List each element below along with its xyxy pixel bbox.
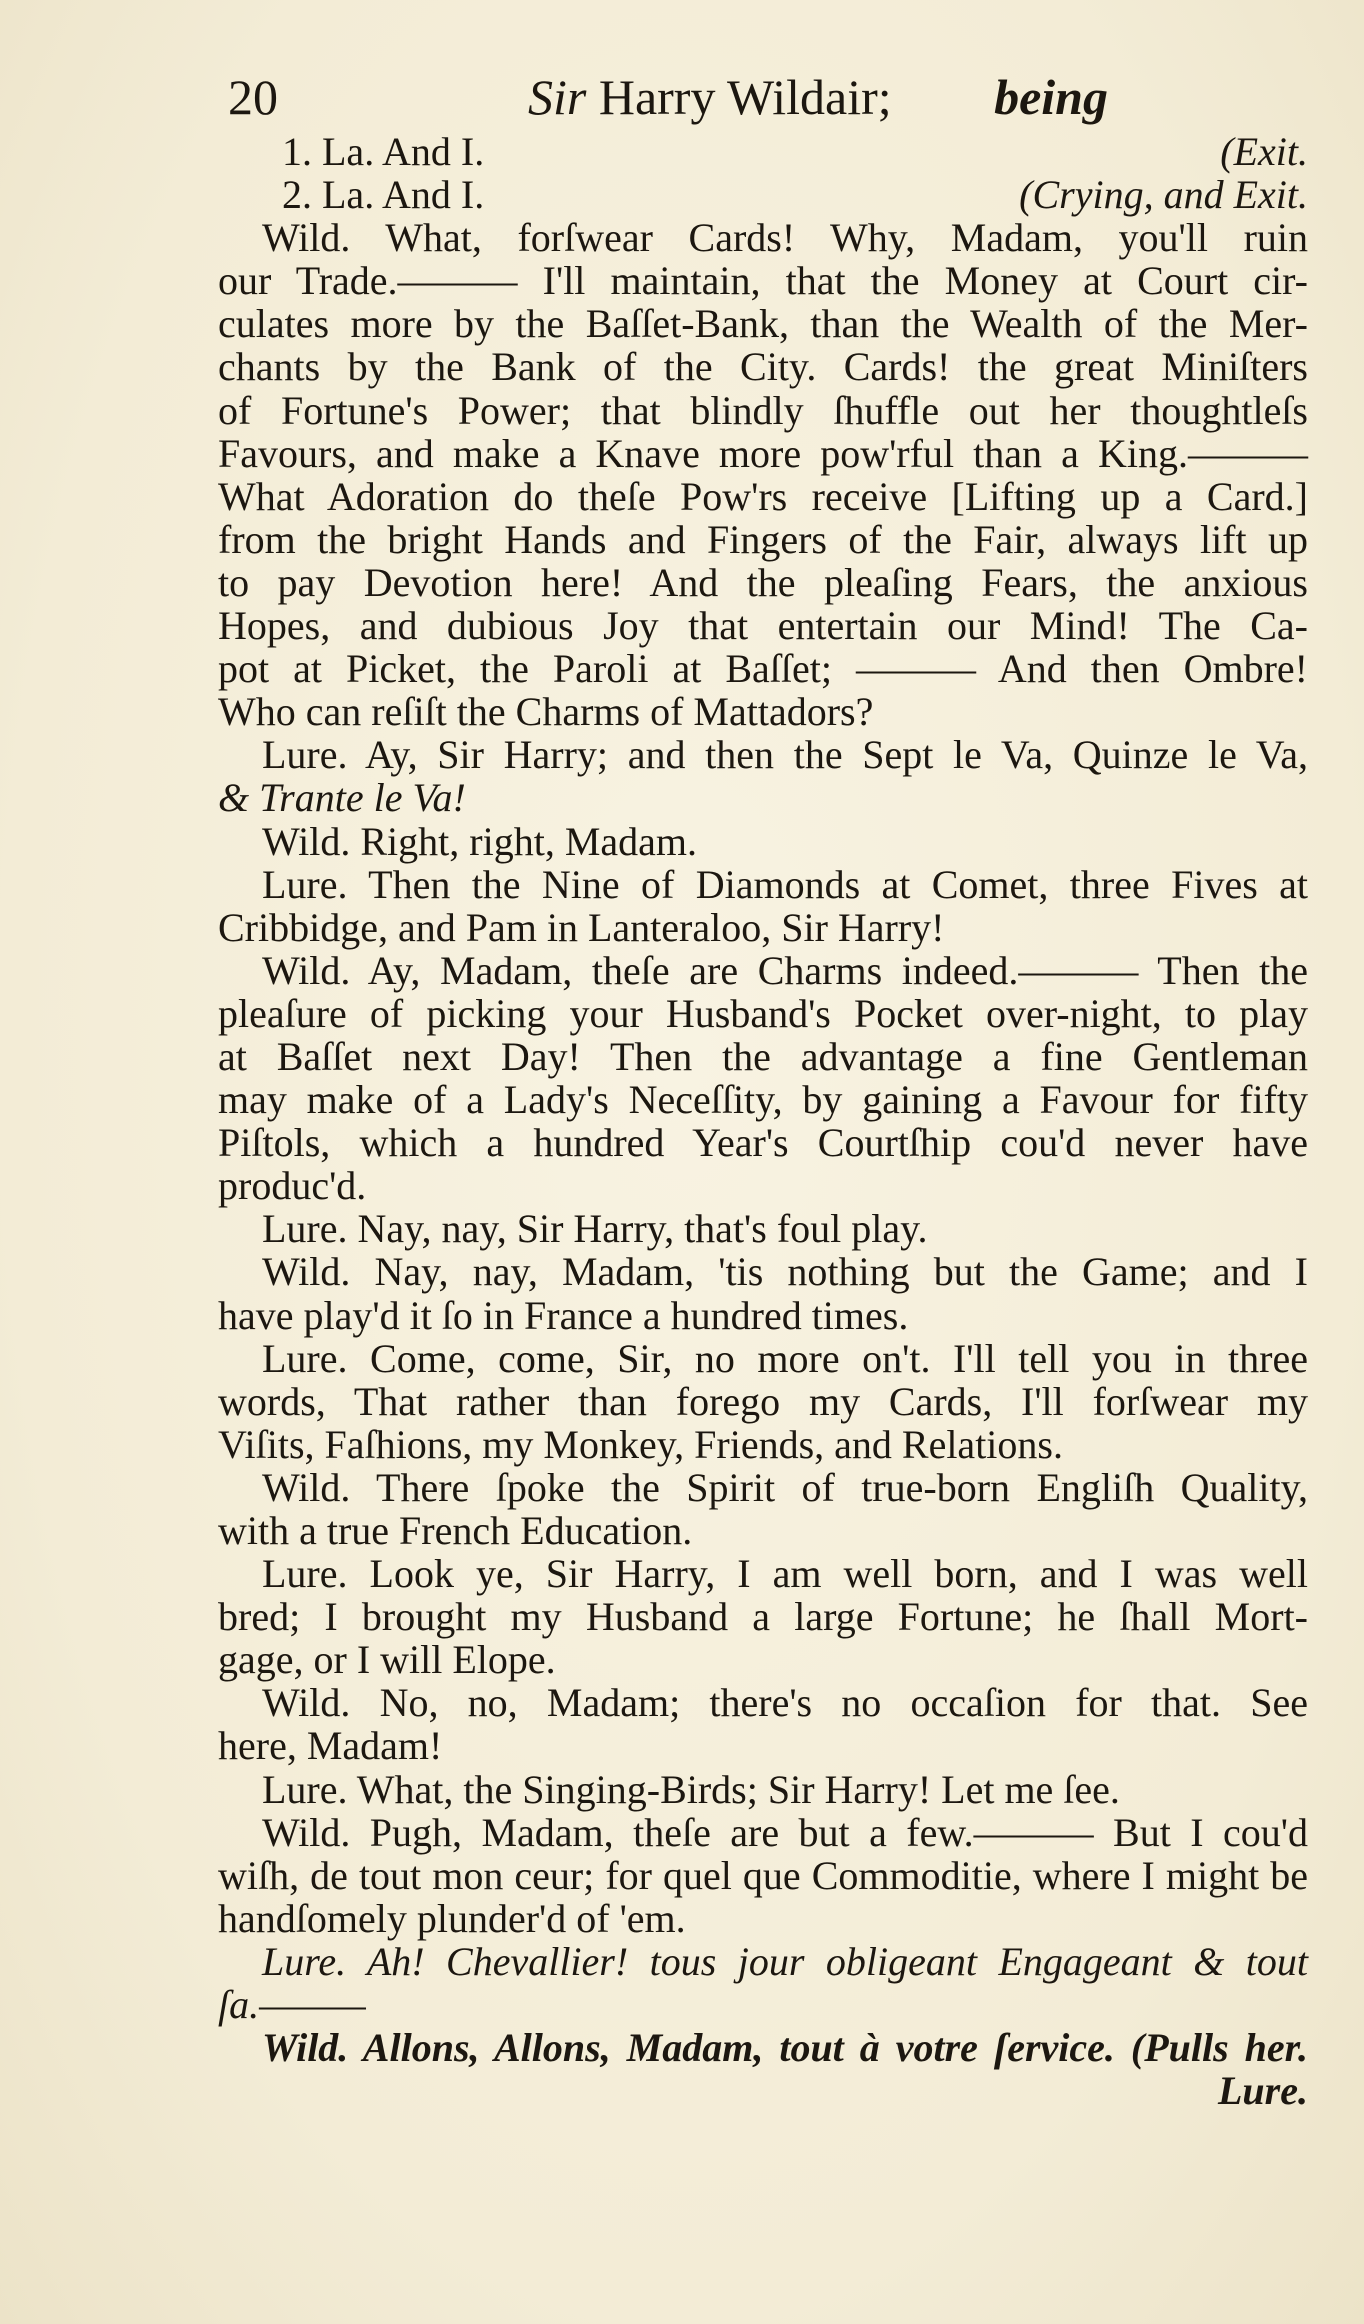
stage-direction: (Exit. [1220,129,1308,174]
text-line: may make of a Lady's Neceſſity, by gaining a Favour for fifty [218,1077,1308,1123]
text-line [218,173,1308,216]
text-line: ſa.——— [218,1982,366,2028]
text-line: Lure. What, the Singing-Birds; Sir Harry! Let me ſee. [262,1766,1120,1812]
text-line: Lure. Look ye, Sir Harry, I am well born, and I was well [262,1551,1308,1597]
text-line: Who can reſiſt the Charms of Mattadors? [218,689,874,735]
running-title [528,62,892,132]
text-line: Hopes, and dubious Joy that entertain our Mind! The Ca- [218,603,1308,649]
text-line [218,130,1308,173]
text-line: our Trade.——— I'll maintain, that the Money at Court cir- [218,258,1308,304]
text-line: Viſits, Faſhions, my Monkey, Friends, and Relations. [218,1421,1063,1467]
speech-line: 2. La. And I. [282,172,485,218]
text-line: here, Madam! [218,1723,443,1769]
stage-direction: (Crying, and Exit. [1019,172,1308,218]
text-line: pleaſure of picking your Husband's Pocket over-night, to play [218,990,1308,1036]
text-line: pot at Picket, the Paroli at Baſſet; ——— And then Ombre! [218,646,1308,692]
text-line: Wild. Pugh, Madam, theſe are but a few.——— But I cou'd [262,1809,1308,1855]
text-line: & Trante le Va! [218,775,466,821]
header-catchword: being [994,69,1108,125]
running-header [228,62,1108,132]
page-number: 20 [228,69,278,125]
text-line: words, That rather than forego my Cards, I'll forſwear my [218,1378,1308,1424]
text-line: Wild. There ſpoke the Spirit of true-born Engliſh Quality, [262,1464,1308,1510]
text-line: What Adoration do theſe Pow'rs receive [Lifting up a Card.] [218,473,1308,519]
play-text [218,130,1308,2112]
text-line: have play'd it ſo in France a hundred times. [218,1292,909,1338]
text-line: Favours, and make a Knave more pow'rful than a King.——— [218,430,1308,476]
text-line: Cribbidge, and Pam in Lanteraloo, Sir Harry! [218,904,945,950]
text-line: gage, or I will Elope. [218,1637,556,1683]
text-line: bred; I brought my Husband a large Fortune; he ſhall Mort- [218,1594,1308,1640]
running-title-italic: Sir [528,69,587,125]
speech-line: 1. La. And I. [282,129,485,174]
text-line: Wild. Right, right, Madam. [262,818,698,864]
text-line: handſomely plunder'd of 'em. [218,1895,686,1941]
text-line: wiſh, de tout mon ceur; for quel que Commoditie, where I might be [218,1852,1308,1898]
running-title-roman: Harry Wildair; [598,69,892,125]
text-line: Wild. Allons, Allons, Madam, tout à votre ſervice. (Pulls her. [262,2025,1308,2071]
text-line: chants by the Bank of the City. Cards! the great Miniſters [218,344,1308,390]
text-line: with a true French Education. [218,1508,693,1553]
text-line: to pay Devotion here! And the pleaſing Fears, the anxious [218,559,1308,605]
text-line: Lure. Come, come, Sir, no more on't. I'll tell you in three [262,1335,1308,1381]
text-line: at Baſſet next Day! Then the advantage a fine Gentleman [218,1033,1308,1079]
text-line: Piſtols, which a hundred Year's Courtſhip cou'd never have [218,1120,1308,1166]
text-line: produc'd. [218,1163,367,1209]
text-line: Wild. Ay, Madam, theſe are Charms indeed.——— Then the [262,947,1308,993]
text-line: of Fortune's Power; that blindly ſhuffle out her thoughtleſs [218,387,1308,433]
text-line: Wild. What, forſwear Cards! Why, Madam, you'll ruin [262,215,1308,261]
text-line: Lure. Then the Nine of Diamonds at Comet, three Fives at [262,861,1308,907]
text-line: Lure. Ay, Sir Harry; and then the Sept le Va, Quinze le Va, [262,732,1308,778]
page-catchword: Lure. [1218,2068,1308,2114]
text-line: culates more by the Baſſet-Bank, than the Wealth of the Mer- [218,301,1308,347]
text-line: Wild. Nay, nay, Madam, 'tis nothing but the Game; and I [262,1249,1308,1295]
text-line: Lure. Ah! Chevallier! tous jour obligeant Engageant & tout [262,1938,1308,1984]
text-line: from the bright Hands and Fingers of the Fair, always lift up [218,516,1308,562]
text-line: Lure. Nay, nay, Sir Harry, that's foul play. [262,1206,928,1252]
text-line: Wild. No, no, Madam; there's no occaſion for that. See [262,1680,1308,1726]
